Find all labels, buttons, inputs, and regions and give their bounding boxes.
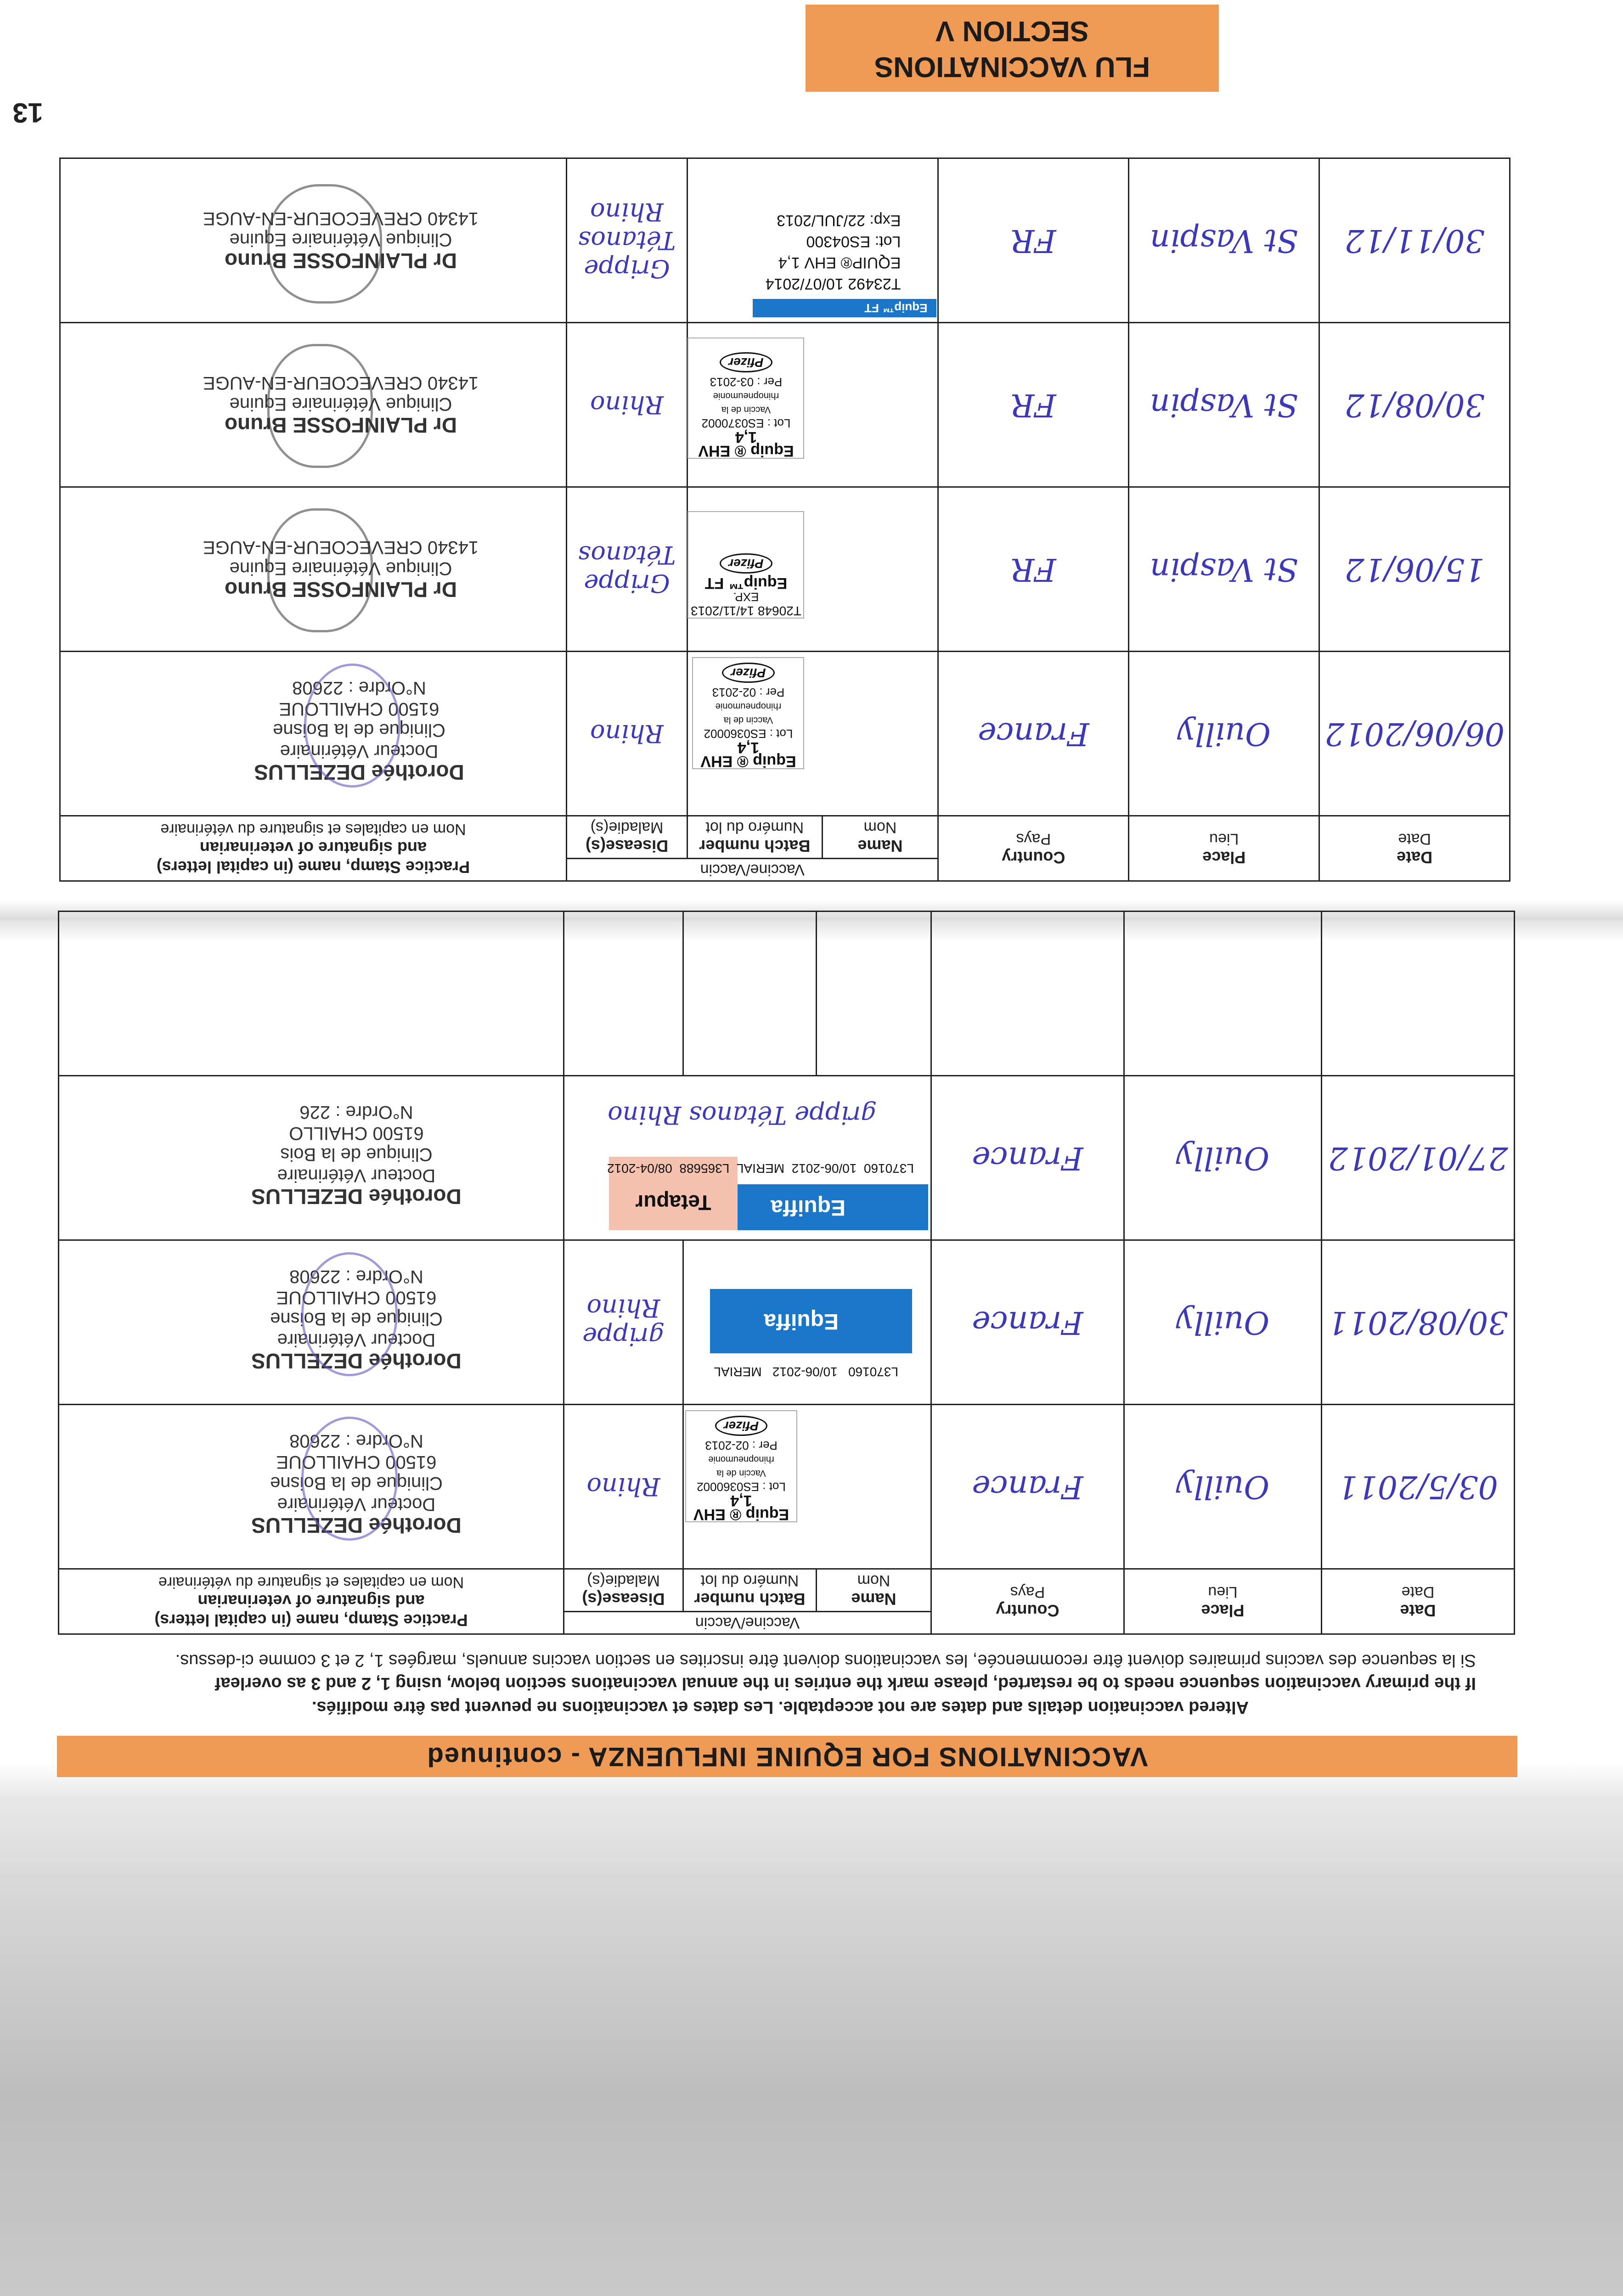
scanner-shadow [0, 1800, 1623, 2296]
stamp-cell [58, 912, 564, 1076]
batch-line [696, 1358, 907, 1385]
sticker-per: Per : 03-2013 [710, 375, 783, 389]
sticker-lot-2: Lot: ES04300 [806, 233, 901, 250]
stamp-name: Dorothée DEZELLUS [254, 760, 464, 784]
vaccine-sticker-blue [753, 299, 936, 317]
stamp-name: Dorothée DEZELLUS [251, 1514, 462, 1537]
header-disease: Disease(s) Maladie(s) [564, 1569, 683, 1612]
vaccine-sticker-cell [688, 323, 938, 487]
signature [301, 1417, 398, 1541]
section-banner: VACCINATIONS FOR EQUINE INFLUENZA - continued [57, 1736, 1517, 1777]
stamp-line1: Docteur Vétérinaire [277, 1330, 436, 1350]
place-cell: Ouilly [1124, 1076, 1322, 1240]
batch-cell [683, 912, 817, 1076]
stamp-name: Dr PLAINFOSSE Bruno [224, 413, 457, 437]
table-row [58, 1076, 1514, 1240]
stamp-cell [58, 1240, 564, 1405]
signature [267, 184, 382, 304]
stamp-line1: Clinique Vétérinaire Equine [229, 230, 452, 250]
stamp-name: Dr PLAINFOSSE Bruno [224, 578, 457, 602]
date-cell [1322, 912, 1515, 1076]
country-cell: FR [938, 158, 1129, 323]
country-cell: FR [938, 323, 1129, 487]
notice-altered: Altered vaccination details and dates are not acceptable. Les dates et vaccinations ne peuvent pas être modifiés. [311, 1698, 1249, 1717]
place-cell: Ouilly [1129, 652, 1319, 816]
stamp-line4: N°Ordre : 22608 [289, 1431, 423, 1451]
pfizer-logo: Pfizer [720, 352, 772, 372]
stamp-name: Dr PLAINFOSSE Bruno [224, 249, 457, 273]
header-name: Name Nom [822, 816, 938, 859]
header-country: Country Pays [931, 1569, 1124, 1634]
signature [267, 344, 373, 468]
vaccine-sticker [692, 657, 804, 769]
header-stamp: Practice Stamp, name (in capital letters) and signature of veterinarian Nom en capitales et signature du vétérinaire [58, 1569, 564, 1634]
place-cell [1124, 912, 1322, 1076]
disease-cell: Rhino [566, 652, 687, 816]
sticker-per-2: 08/04-2012 [607, 1161, 672, 1176]
header-place: Place Lieu [1124, 1569, 1322, 1634]
sticker-lot: L370160 [863, 1161, 914, 1176]
vaccine-sticker [708, 175, 910, 294]
stamp-line3: 61500 CHAILLOUE [276, 1452, 437, 1472]
sticker-per: Per : 02-2013 [712, 686, 785, 699]
date-cell: 27/01/2012 [1322, 1076, 1515, 1240]
sticker-lot: Lot : ES0370002 [701, 416, 791, 430]
sticker-lot-2: L365688 [679, 1161, 730, 1176]
signature [267, 508, 373, 632]
stamp-name: Dorothée DEZELLUS [251, 1349, 462, 1373]
stamp-line4: N°Ordre : 22608 [289, 1266, 423, 1287]
table-row [58, 1405, 1514, 1569]
country-cell: France [931, 1240, 1124, 1405]
sticker-lot: T20648 14/11/2013 [691, 604, 801, 618]
signature [304, 664, 400, 788]
stamp-name: Dorothée DEZELLUS [251, 1185, 462, 1209]
sticker-note: Vaccin de la rhinopneumonie [715, 701, 782, 725]
vaccine-sticker-cell [683, 1240, 931, 1405]
stamp-line3: 61500 CHAILLO [289, 1123, 424, 1143]
practice-stamp [219, 1102, 494, 1207]
stamp-line1: Docteur Vétérinaire [277, 1494, 436, 1514]
stamp-line2: 14340 CREVECOEUR-EN-AUGE [203, 208, 479, 229]
signature [301, 1252, 398, 1376]
notice-restart-en: If the primary vaccination sequence needs to be restarted, please mark the entries in the annual vaccinations section below, using 1, 2 and 3 as overleaf [214, 1674, 1476, 1693]
stamp-line1: Clinique Vétérinaire Equine [229, 558, 452, 579]
stamp-line1: Docteur Vétérinaire [277, 1165, 436, 1186]
country-cell: France [931, 1405, 1124, 1569]
disease-cell [564, 912, 683, 1076]
sticker-brand: Equip™ FT [704, 574, 788, 592]
sticker-brand-2: EQUIP® EHV 1,4 [778, 254, 901, 271]
stamp-cell [58, 1076, 564, 1240]
place-cell: Ouilly [1124, 1405, 1322, 1569]
sticker-maker: MERIAL [736, 1161, 785, 1176]
stamp-line1: Docteur Vétérinaire [280, 741, 439, 761]
table-row [60, 652, 1510, 816]
table-row [60, 158, 1510, 323]
stamp-line2: Clinique de la Boisne [270, 1473, 443, 1493]
vaccine-sticker-cell [688, 652, 938, 816]
sticker-maker: MERIAL [714, 1365, 762, 1379]
vaccine-sticker-blue [710, 1289, 912, 1353]
date-cell: 30/08/2011 [1322, 1240, 1515, 1405]
sticker-note: Vaccin de la rhinopneumonie [708, 1454, 774, 1478]
date-cell: 15/06/12 [1319, 487, 1510, 652]
disease-cell: Grippe Tétanos Rhino [566, 158, 687, 323]
header-batch: Batch number Numéro du lot [683, 1569, 817, 1612]
stamp-line4: N°Ordre : 22608 [292, 678, 426, 698]
stamp-cell [60, 158, 567, 323]
name-cell [817, 912, 931, 1076]
vaccination-table-lower [58, 911, 1515, 1635]
sticker-per: 10/06-2012 [772, 1365, 838, 1379]
sticker-lot: T23492 10/07/2014 [765, 275, 901, 293]
stamp-line2: Clinique de la Bois [280, 1144, 433, 1165]
sticker-per: Per : 02-2013 [705, 1439, 778, 1452]
vaccine-sticker-cell [688, 158, 938, 323]
stamp-cell [60, 487, 567, 652]
page-number: 13 [12, 97, 43, 128]
disease-cell: grippe Rhino [564, 1240, 683, 1405]
disease-cell: Grippe Tétanos [566, 487, 687, 652]
stamp-line3: 61500 CHAILLOUE [276, 1288, 437, 1308]
stamp-cell [60, 652, 567, 816]
header-date: Date Date [1322, 1569, 1515, 1634]
stamp-line2: 14340 CREVECOEUR-EN-AUGE [203, 373, 479, 393]
vaccination-table-upper [59, 158, 1510, 882]
header-vaccine-group: Vaccine/Vaccin [564, 1612, 931, 1634]
pfizer-logo: Pfizer [715, 1416, 767, 1436]
country-cell: FR [938, 487, 1129, 652]
stamp-line3: 61500 CHAILLOUE [279, 699, 440, 719]
vaccine-sticker-cell [683, 1405, 931, 1569]
sticker-per: EXP. [733, 590, 759, 604]
place-cell: St Vaspin [1129, 323, 1319, 487]
disease-cell: Rhino [566, 323, 687, 487]
date-cell: 03/5/2011 [1322, 1405, 1515, 1569]
vaccine-sticker-blue [708, 1184, 928, 1230]
header-batch: Batch number Numéro du lot [688, 816, 822, 859]
table-row [58, 912, 1514, 1076]
header-disease: Disease(s) Maladie(s) [566, 816, 687, 859]
flu-banner-line2: SECTION V [935, 15, 1089, 47]
header-vaccine-group: Vaccine/Vaccin [566, 859, 938, 881]
disease-cell: Rhino [564, 1405, 683, 1569]
sticker-brand: Equiffa [771, 1195, 845, 1220]
sticker-lot: Lot : ES0360002 [697, 1480, 786, 1494]
header-group-row [58, 1612, 1514, 1634]
pfizer-logo: Pfizer [722, 663, 774, 683]
batch-line [600, 1157, 921, 1180]
place-cell: St Vaspin [1129, 487, 1319, 652]
sticker-brand: Equiffa [764, 1309, 839, 1334]
header-stamp: Practice Stamp, name (in capital letters) and signature of veterinarian Nom en capitales et signature du vétérinaire [60, 816, 567, 881]
stamp-line2: Clinique de la Boisne [270, 1309, 443, 1329]
flu-section-banner [806, 5, 1219, 92]
stamp-line2: 14340 CREVECOEUR-EN-AUGE [203, 537, 479, 557]
table-row [60, 487, 1510, 652]
stamp-cell [58, 1405, 564, 1569]
pfizer-logo: Pfizer [720, 553, 772, 574]
table-row [58, 1240, 1514, 1405]
stamp-line1: Clinique Vétérinaire Equine [229, 394, 452, 414]
sticker-brand-2: Tetapur [635, 1191, 711, 1215]
table-row [60, 323, 1510, 487]
sticker-brand: Equip ® EHV 1,4 [698, 428, 794, 460]
stamp-line2: Clinique de la Boisne [273, 720, 445, 740]
stamp-line4: N°Ordre : 226 [299, 1102, 413, 1122]
place-cell: St Vaspin [1129, 158, 1319, 323]
sticker-lot: Lot : ES0360002 [704, 727, 793, 741]
date-cell: 30/08/12 [1319, 323, 1510, 487]
sticker-brand: Equip ® EHV 1,4 [693, 1492, 789, 1523]
sticker-brand: Equip™ FT [864, 301, 928, 315]
vaccine-sticker [688, 511, 804, 619]
sticker-per-2: Exp: 22/JUL/2013 [777, 212, 901, 229]
header-name: Name Nom [817, 1569, 931, 1612]
disease-cell: grippe Tétanos Rhino [608, 1101, 877, 1130]
header-date: Date Date [1319, 816, 1510, 881]
sticker-per: 10/06-2012 [791, 1161, 857, 1176]
vaccine-sticker-cell [688, 487, 938, 652]
vaccine-sticker-cell [564, 1076, 931, 1240]
header-group-row [60, 859, 1510, 881]
vaccine-sticker [685, 1410, 797, 1522]
vaccine-sticker [688, 338, 804, 459]
sticker-lot: L370160 [848, 1365, 898, 1379]
header-country: Country Pays [938, 816, 1129, 881]
place-cell: Ouilly [1124, 1240, 1322, 1405]
country-cell [931, 912, 1124, 1076]
date-cell: 06/06/2012 [1319, 652, 1510, 816]
country-cell: France [931, 1076, 1124, 1240]
notice-restart-fr: Si la sequence des vaccins primaires doivent être recommencée, les vaccinations doivent être inscrites en section vaccins annuels, margées 1, 2 et 3 comme ci-dessus. [175, 1651, 1476, 1670]
flu-banner-line1: FLU VACCINATIONS [874, 51, 1150, 83]
country-cell: France [938, 652, 1129, 816]
date-cell: 30/11/12 [1319, 158, 1510, 323]
sticker-note: Vaccin de la rhinopneumonie [713, 391, 779, 415]
sticker-brand: Equip ® EHV 1,4 [700, 739, 796, 770]
header-place: Place Lieu [1129, 816, 1319, 881]
stamp-cell [60, 323, 567, 487]
